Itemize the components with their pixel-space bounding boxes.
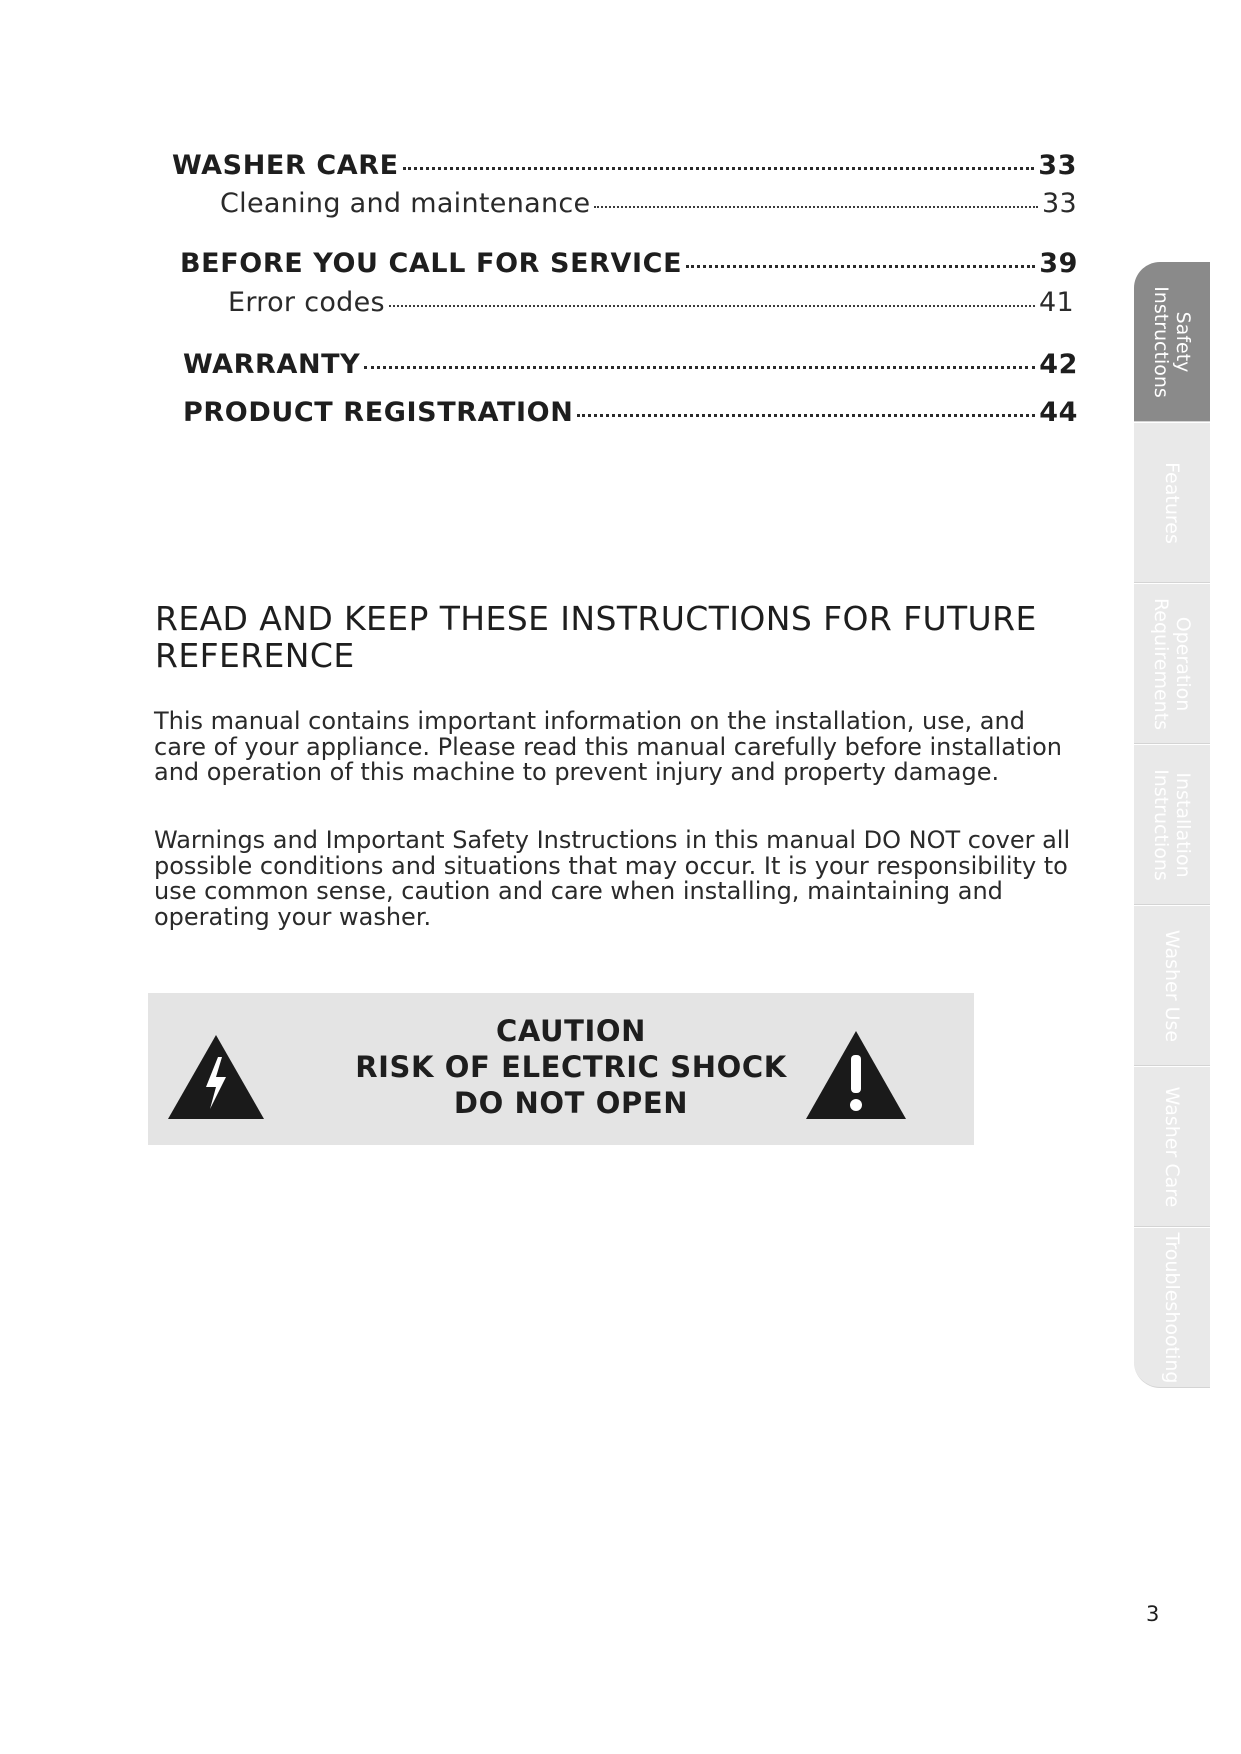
toc-entry-cleaning-and-maintenance[interactable] [220, 188, 1077, 219]
toc-entry-label: WASHER CARE [172, 150, 399, 181]
caution-title: CAUTION [495, 1014, 647, 1048]
tab-washer-care[interactable] [1134, 1067, 1210, 1227]
toc-entry-label: BEFORE YOU CALL FOR SERVICE [180, 248, 683, 279]
tab-label: Features [1161, 461, 1183, 544]
tab-safety-instructions[interactable] [1134, 262, 1210, 422]
toc-entry-warranty[interactable] [183, 349, 1078, 380]
toc-entry-before-you-call[interactable] [180, 248, 1078, 279]
toc-dot-leader [594, 206, 1038, 208]
tab-troubleshooting[interactable] [1134, 1228, 1210, 1388]
toc-entry-label: PRODUCT REGISTRATION [183, 397, 574, 428]
toc-dot-leader [389, 305, 1035, 307]
toc-dot-leader [577, 414, 1035, 417]
page-number: 3 [1146, 1602, 1160, 1626]
exclamation-warning-icon [804, 1029, 908, 1121]
tab-label: Safety Instructions [1150, 285, 1194, 398]
manual-info-paragraph: This manual contains important information on the installation, use, and care of your appliance. Please read this manual carefully before installation and operation of this machine to prevent injury and property damage. [154, 707, 1062, 786]
caution-do-not-open: DO NOT OPEN [453, 1086, 689, 1120]
tab-installation-instructions[interactable] [1134, 745, 1210, 905]
tab-operation-requirements[interactable] [1134, 584, 1210, 744]
toc-entry-page: 33 [1042, 188, 1077, 219]
toc-dot-leader [686, 265, 1035, 268]
tab-features[interactable] [1134, 423, 1210, 583]
tab-label: Washer Use [1161, 929, 1183, 1042]
toc-entry-washer-care[interactable] [172, 150, 1077, 181]
tab-label: Troubleshooting [1161, 1232, 1183, 1383]
toc-entry-page: 41 [1039, 287, 1074, 318]
tab-label: Operation Requirements [1150, 597, 1194, 730]
toc-entry-product-registration[interactable] [183, 397, 1078, 428]
toc-entry-label: Cleaning and maintenance [220, 188, 591, 219]
read-and-keep-heading: READ AND KEEP THESE INSTRUCTIONS FOR FUTURE REFERENCE [155, 599, 1037, 675]
toc-entry-page: 44 [1039, 397, 1078, 428]
toc-entry-label: Error codes [228, 287, 385, 318]
warnings-paragraph: Warnings and Important Safety Instructions in this manual DO NOT cover all possible conditions and situations that may occur. It is your responsibility to use common sense, caution and care when installing, maintaining and operating your washer. [154, 826, 1071, 931]
toc-entry-page: 33 [1038, 150, 1077, 181]
caution-risk-line: RISK OF ELECTRIC SHOCK [355, 1050, 787, 1084]
toc-entry-page: 42 [1039, 349, 1078, 380]
toc-entry-page: 39 [1039, 248, 1078, 279]
toc-dot-leader [364, 366, 1035, 369]
tab-label: Installation Instructions [1150, 768, 1194, 881]
toc-entry-error-codes[interactable] [228, 287, 1074, 318]
section-tabs [1134, 262, 1210, 1389]
tab-washer-use[interactable] [1134, 906, 1210, 1066]
toc-entry-label: WARRANTY [183, 349, 361, 380]
tab-label: Washer Care [1161, 1086, 1183, 1207]
toc-dot-leader [403, 167, 1035, 170]
caution-box [148, 993, 974, 1145]
